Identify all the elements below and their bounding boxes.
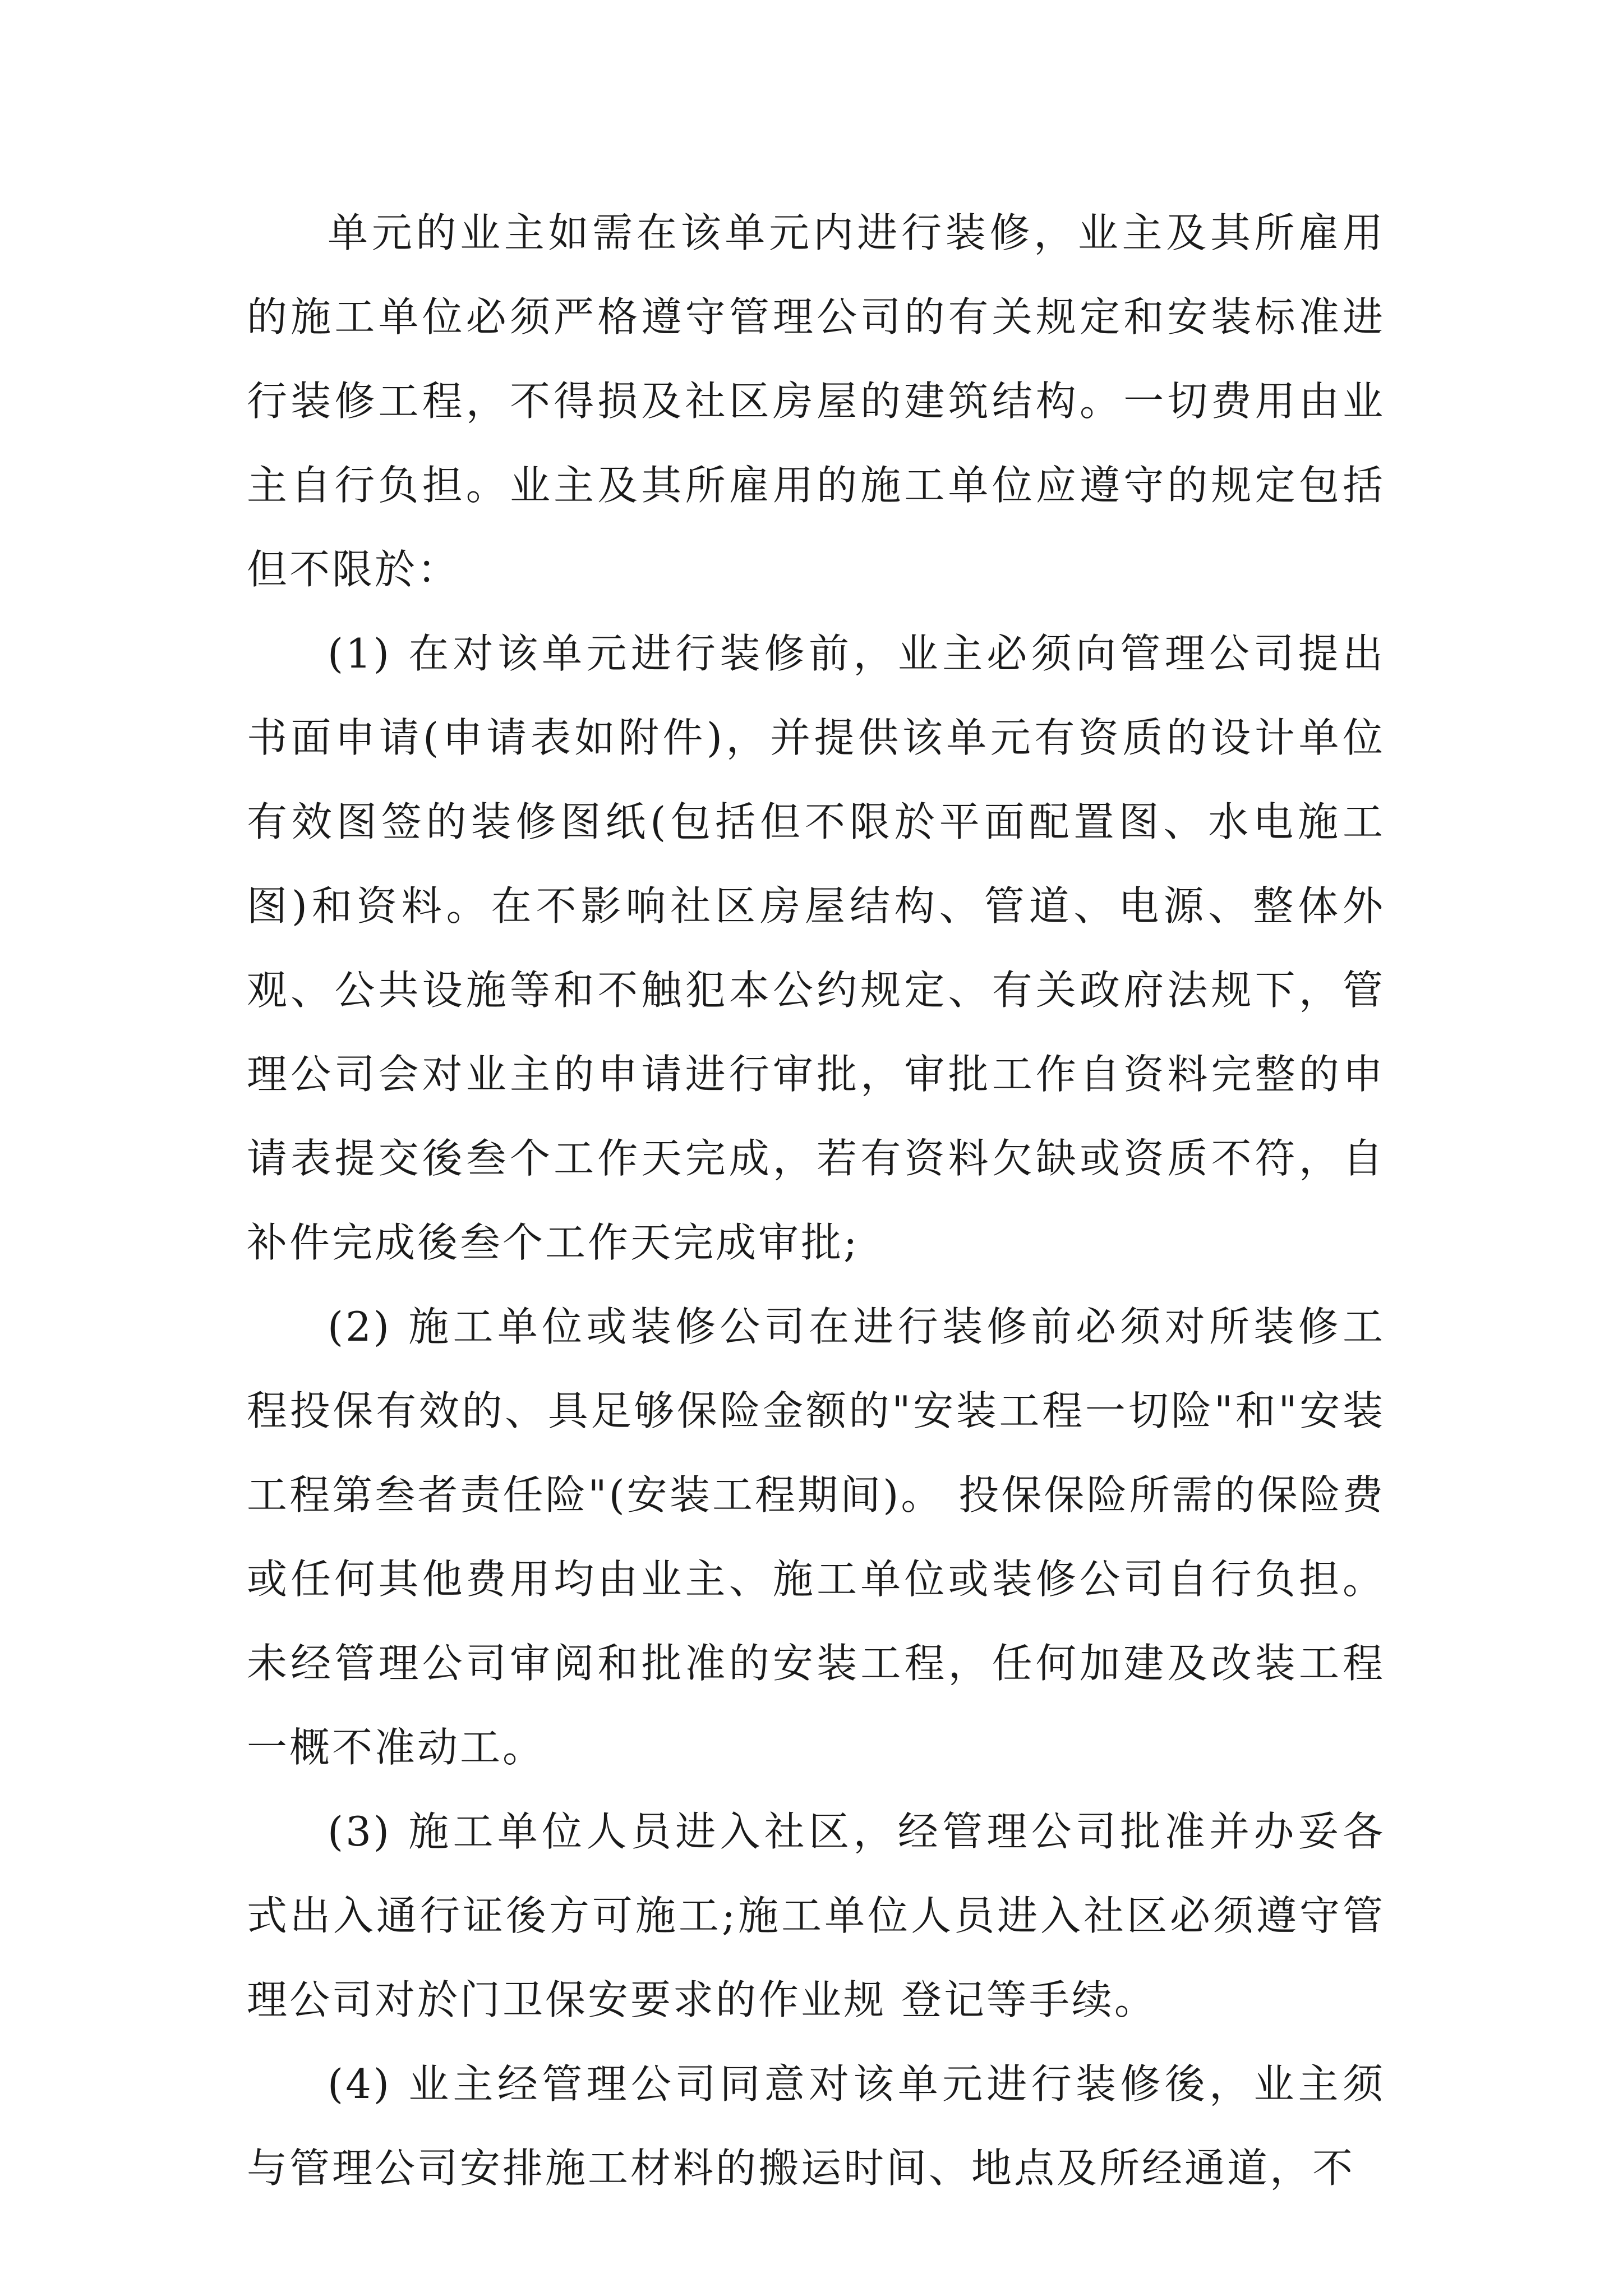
paragraph-item-3: (3) 施工单位人员进入社区，经管理公司批准并办妥各式出入通行证後方可施工;施工单位人员进入社区必须遵守管理公司对於门卫保安要求的作业规 登记等手续。 — [247, 1808, 1385, 2023]
paragraph-item-2: (2) 施工单位或装修公司在进行装修前必须对所装修工程投保有效的、具足够保险金额的"安装工程一切险"和"安装工程第叁者责任险"(安装工程期间)。 投保保险所需的保险费或任何其他费用均由业主、施工单位或装修公司自行负担。未经管理公司审阅和批准的安装工程，任何加建及改装工程一概不准动工。 — [247, 1303, 1385, 1771]
document-body — [247, 191, 1385, 2210]
paragraph-item-1: (1) 在对该单元进行装修前，业主必须向管理公司提出书面申请(申请表如附件)，并提供该单元有资质的设计单位有效图签的装修图纸(包括但不限於平面配置图、水电施工图)和资料。在不影响社区房屋结构、管道、电源、整体外观、公共设施等和不触犯本公约规定、有关政府法规下，管理公司会对业主的申请进行审批，审批工作自资料完整的申请表提交後叁个工作天完成，若有资料欠缺或资质不符，自补件完成後叁个工作天完成审批; — [247, 630, 1385, 1266]
paragraph-intro: 单元的业主如需在该单元内进行装修，业主及其所雇用的施工单位必须严格遵守管理公司的有关规定和安装标准进行装修工程，不得损及社区房屋的建筑结构。一切费用由业主自行负担。业主及其所雇用的施工单位应遵守的规定包括但不限於： — [247, 209, 1385, 593]
paragraph-item-4: (4) 业主经管理公司同意对该单元进行装修後，业主须与管理公司安排施工材料的搬运时间、地点及所经通道，不 — [247, 2060, 1385, 2192]
